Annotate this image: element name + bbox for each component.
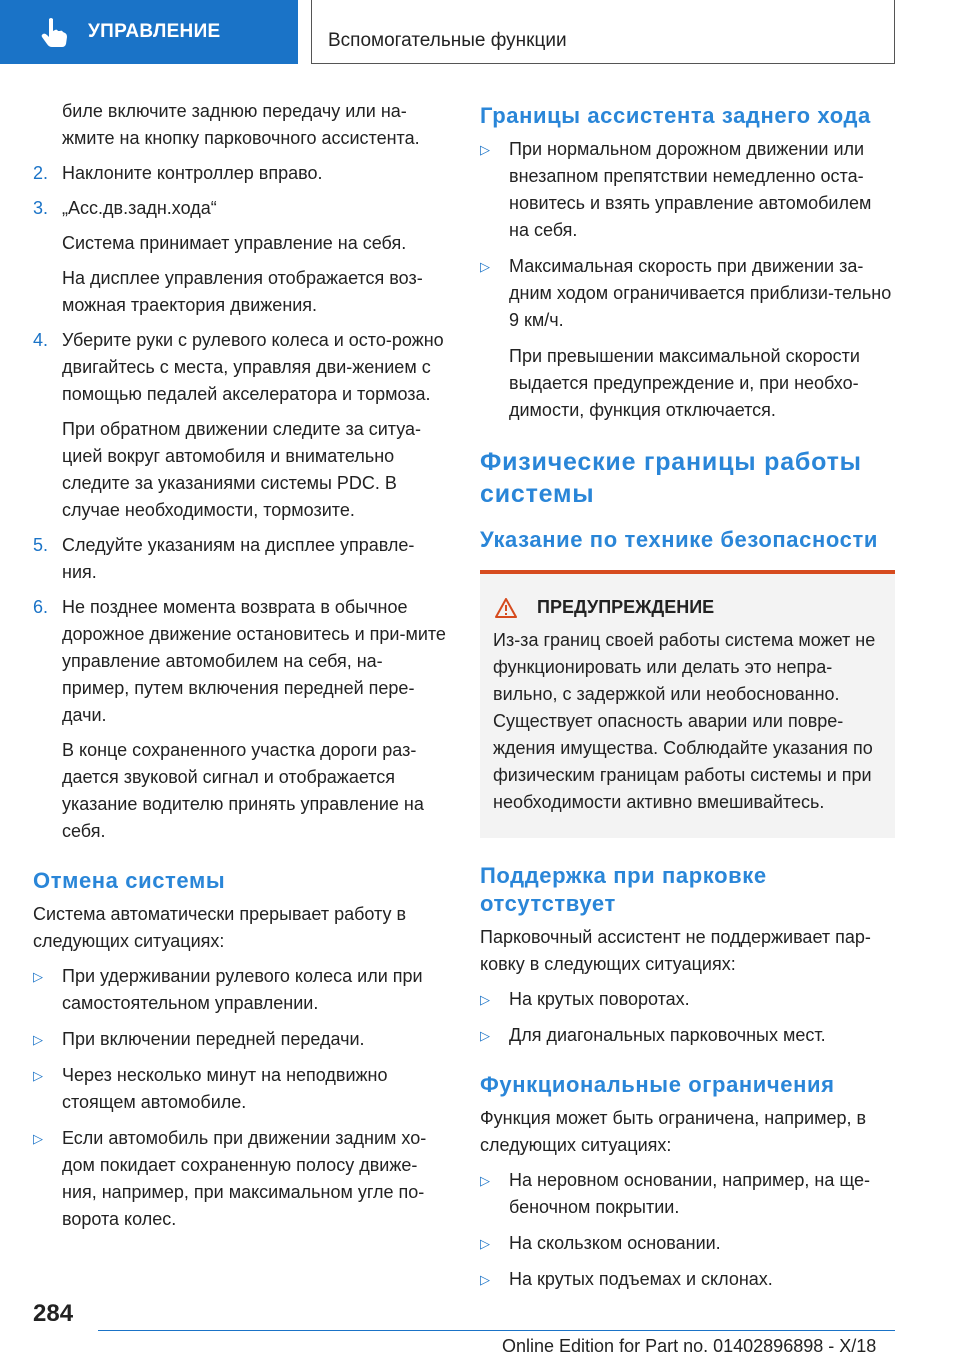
list-item: ▷ На крутых подъемах и склонах. bbox=[480, 1266, 894, 1293]
list-item: ▷ Через несколько минут на неподвижно стоящем автомобиле. bbox=[33, 1062, 447, 1116]
footer-edition: Online Edition for Part no. 01402896898 - X/18 bbox=[502, 1336, 877, 1356]
step-text: „Асс.дв.задн.хода“ bbox=[62, 198, 217, 218]
chapter-title: УПРАВЛЕНИЕ bbox=[88, 21, 221, 42]
list-item: ▷ Для диагональных парковочных мест. bbox=[480, 1022, 894, 1049]
list-item: ▷ При нормальном дорожном движении или внезапном препятствии немедленно оста-новитесь и взять управление автомобилем на себя. bbox=[480, 136, 894, 244]
warning-text: Из-за границ своей работы система может не функционировать или делать это непра-вильно, с задержкой или необоснованно. Существует опасность аварии или повре-ждения имущества. Соблюдайте указания по физическим границам работы системы и при необходимости активно вмешивайтесь. bbox=[493, 630, 876, 812]
footer-divider bbox=[98, 1330, 895, 1331]
step-number: 4. bbox=[33, 330, 49, 350]
warning-box bbox=[480, 570, 895, 838]
physical-limits-heading: Физические границы работы системы bbox=[480, 448, 862, 508]
step-number: 5. bbox=[33, 535, 49, 555]
triangle-bullet-icon: ▷ bbox=[33, 969, 43, 984]
step-number: 3. bbox=[33, 198, 49, 218]
step-text: Наклоните контроллер вправо. bbox=[62, 163, 323, 183]
list-item: ▷ На скользком основании. bbox=[480, 1230, 894, 1257]
hand-pointer-icon bbox=[40, 17, 68, 47]
triangle-bullet-icon: ▷ bbox=[33, 1131, 43, 1146]
list-item: ▷ Максимальная скорость при движении за-дним ходом ограничивается приблизи-тельно 9 км/ч. bbox=[480, 253, 894, 334]
list-item: ▷ При включении передней передачи. bbox=[33, 1026, 447, 1053]
step-6 bbox=[33, 594, 447, 729]
safety-heading: Указание по технике безопасности bbox=[480, 527, 878, 552]
limits-heading: Границы ассистента заднего хода bbox=[480, 103, 871, 128]
step-3 bbox=[33, 195, 447, 222]
list-item: ▷ При удерживании рулевого колеса или при самостоятельном управлении. bbox=[33, 963, 447, 1017]
step-2 bbox=[33, 160, 447, 187]
step-text: Не позднее момента возврата в обычное дорожное движение остановитесь и при-мите управление автомобилем на себя, на-пример, путем включения передней пере-дачи. bbox=[62, 597, 446, 725]
step-3-note: Система принимает управление на себя. bbox=[62, 233, 407, 253]
list-item: ▷ На неровном основании, например, на ще-беночном покрытии. bbox=[480, 1167, 894, 1221]
triangle-bullet-icon: ▷ bbox=[480, 992, 490, 1007]
cancel-intro: Система автоматически прерывает работу в следующих ситуациях: bbox=[33, 904, 407, 951]
step-5 bbox=[33, 532, 447, 586]
limits-note: При превышении максимальной скорости выдается предупреждение и, при необхо-димости, функция отключается. bbox=[509, 346, 860, 420]
list-item: ▷ Если автомобиль при движении задним хо-дом покидает сохраненную полосу движе-ния, например, при максимальном угле по-ворота колес. bbox=[33, 1125, 447, 1233]
step-number: 2. bbox=[33, 163, 49, 183]
cancel-heading: Отмена системы bbox=[33, 868, 226, 893]
triangle-bullet-icon: ▷ bbox=[480, 259, 490, 274]
functional-limits-heading: Функциональные ограничения bbox=[480, 1072, 835, 1097]
step-text: Следуйте указаниям на дисплее управле-ния. bbox=[62, 535, 415, 582]
step-6-note: В конце сохраненного участка дороги раз-дается звуковой сигнал и отображается указание водителю принять управление на себя. bbox=[62, 740, 424, 841]
intro-text: биле включите заднюю передачу или на-жмите на кнопку парковочного ассистента. bbox=[62, 101, 420, 148]
section-title: Вспомогательные функции bbox=[328, 30, 567, 51]
triangle-bullet-icon: ▷ bbox=[480, 1236, 490, 1251]
triangle-bullet-icon: ▷ bbox=[480, 1028, 490, 1043]
warning-triangle-icon bbox=[495, 598, 517, 618]
parking-heading: Поддержка при парковке отсутствует bbox=[480, 863, 767, 916]
step-text: Уберите руки с рулевого колеса и осто-рожно двигайтесь с места, управляя дви-жением с помощью педалей акселератора и тормоза. bbox=[62, 330, 444, 404]
step-4 bbox=[33, 327, 447, 408]
step-number: 6. bbox=[33, 597, 49, 617]
warning-label: ПРЕДУПРЕЖДЕНИЕ bbox=[537, 597, 715, 617]
chapter-tab bbox=[0, 0, 298, 64]
list-item: ▷ На крутых поворотах. bbox=[480, 986, 894, 1013]
warning-header bbox=[493, 594, 882, 621]
triangle-bullet-icon: ▷ bbox=[33, 1032, 43, 1047]
page-number: 284 bbox=[33, 1300, 74, 1327]
functional-intro: Функция может быть ограничена, например, в следующих ситуациях: bbox=[480, 1108, 867, 1155]
step-4-note: При обратном движении следите за ситуа-цией вокруг автомобиля и внимательно следите за указаниями системы PDC. В случае необходимости, тормозите. bbox=[62, 419, 422, 520]
parking-intro: Парковочный ассистент не поддерживает пар-ковку в следующих ситуациях: bbox=[480, 927, 871, 974]
left-column bbox=[33, 98, 447, 1242]
triangle-bullet-icon: ▷ bbox=[480, 1173, 490, 1188]
triangle-bullet-icon: ▷ bbox=[480, 142, 490, 157]
triangle-bullet-icon: ▷ bbox=[33, 1068, 43, 1083]
step-3-note-2: На дисплее управления отображается воз-можная траектория движения. bbox=[62, 268, 423, 315]
right-column bbox=[480, 102, 894, 1302]
triangle-bullet-icon: ▷ bbox=[480, 1272, 490, 1287]
